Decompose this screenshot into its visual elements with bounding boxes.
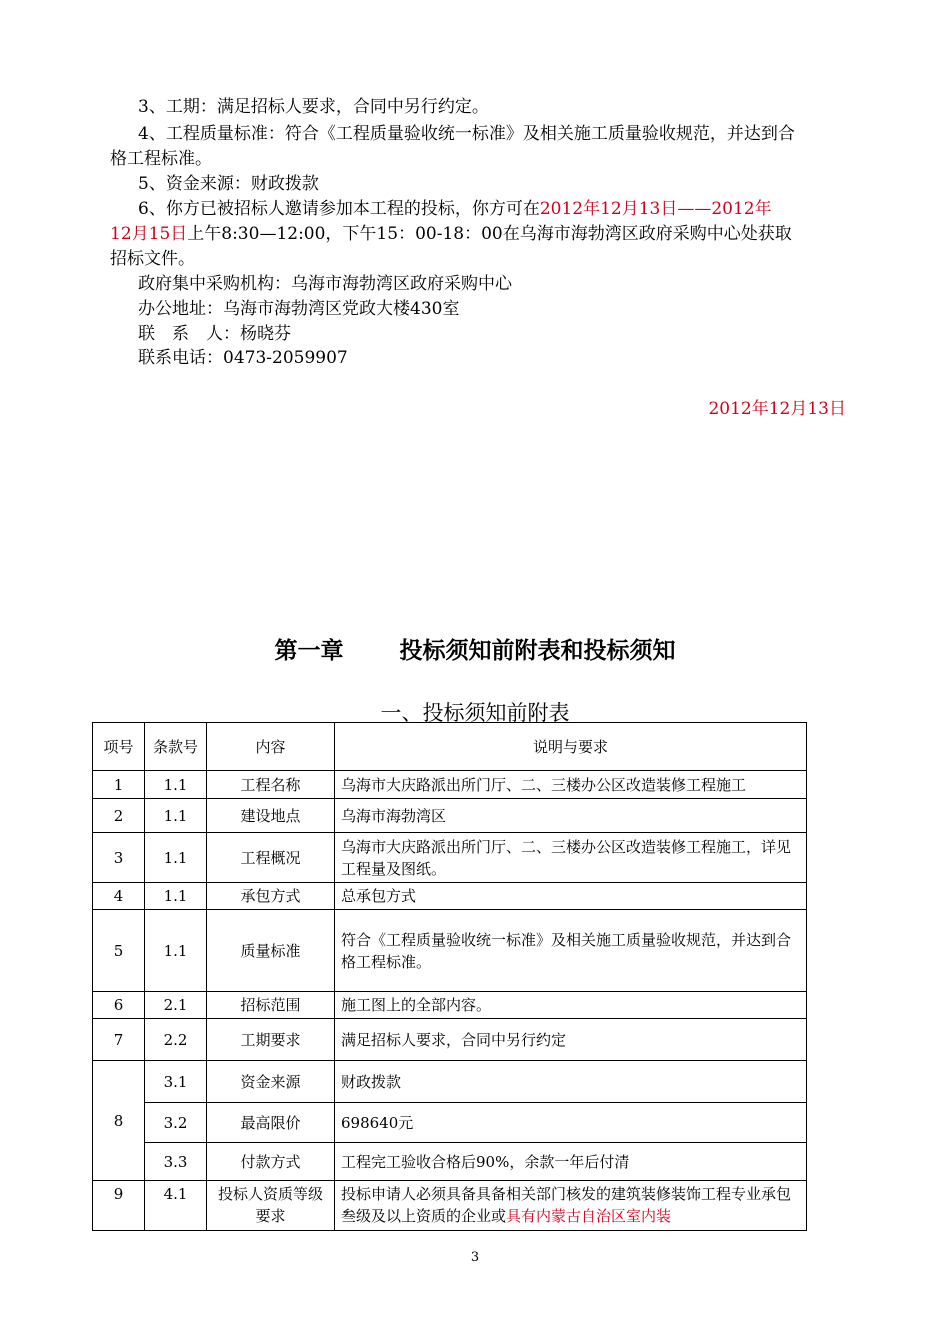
table-row [93,992,807,1019]
cell-desc: 698640元 [335,1103,807,1143]
table-row [93,1143,807,1181]
intro-item-6-line1 [138,198,772,220]
cell-desc: 满足招标人要求，合同中另行约定 [335,1019,807,1061]
intro-item-6-line2 [110,223,792,245]
cell-clause: 3.2 [145,1103,207,1143]
phone-line: 联系电话：0473-2059907 [138,348,348,368]
cell-no: 8 [93,1061,145,1181]
cell-content: 招标范围 [207,992,335,1019]
header-clause-no: 条款号 [145,723,207,771]
cell-clause: 3.3 [145,1143,207,1181]
cell-clause: 1.1 [145,799,207,833]
cell-clause: 2.2 [145,1019,207,1061]
cell-content: 最高限价 [207,1103,335,1143]
table-row [93,833,807,883]
cell-no: 5 [93,910,145,992]
cell-no: 7 [93,1019,145,1061]
cell-desc: 符合《工程质量验收统一标准》及相关施工质量验收规范，并达到合格工程标准。 [335,910,807,992]
header-content: 内容 [207,723,335,771]
agency-line: 政府集中采购机构：乌海市海勃湾区政府采购中心 [138,274,512,294]
chapter-heading [0,632,950,665]
cell-content: 工程概况 [207,833,335,883]
intro-item-4-line1: 4、工程质量标准：符合《工程质量验收统一标准》及相关施工质量验收规范，并达到合 [138,124,795,144]
cell-content: 投标人资质等级要求 [207,1181,335,1231]
cell-content: 资金来源 [207,1061,335,1103]
table-row [93,1181,807,1231]
cell-clause: 1.1 [145,883,207,910]
table-row [93,771,807,799]
cell-content: 工期要求 [207,1019,335,1061]
cell-content: 付款方式 [207,1143,335,1181]
table-row [93,883,807,910]
cell-desc: 施工图上的全部内容。 [335,992,807,1019]
cell-clause: 3.1 [145,1061,207,1103]
cell-no: 3 [93,833,145,883]
table-row [93,799,807,833]
cell-desc: 乌海市大庆路派出所门厅、二、三楼办公区改造装修工程施工 [335,771,807,799]
notice-table [92,722,807,1231]
intro-item-3: 3、工期：满足招标人要求，合同中另行约定。 [138,97,489,117]
table-row [93,1061,807,1103]
intro-item-6-end-date: 12月15日 [110,224,188,244]
cell-no: 6 [93,992,145,1019]
contact-line: 联 系 人：杨晓芬 [138,324,291,344]
intro-item-6-text: 6、你方已被招标人邀请参加本工程的投标，你方可在 [138,199,540,219]
cell-clause: 2.1 [145,992,207,1019]
table-row [93,1019,807,1061]
intro-item-6-hours: 上午8:30—12:00，下午15：00-18：00在乌海市海勃湾区政府采购中心处获取 [187,224,792,244]
cell-clause: 1.1 [145,833,207,883]
address-line: 办公地址：乌海市海勃湾区党政大楼430室 [138,299,460,319]
intro-item-6-line3: 招标文件。 [110,249,195,269]
header-description: 说明与要求 [335,723,807,771]
cell-no: 2 [93,799,145,833]
cell-desc [335,1181,807,1231]
page-number: 3 [470,1250,480,1265]
cell-clause: 1.1 [145,771,207,799]
header-item-no: 项号 [93,723,145,771]
cell-content: 工程名称 [207,771,335,799]
cell-content: 质量标准 [207,910,335,992]
notice-date: 2012年12月13日 [708,399,846,419]
section-title: 一、投标须知前附表 [380,701,570,725]
cell-no: 9 [93,1181,145,1231]
cell-content: 建设地点 [207,799,335,833]
cell-desc: 总承包方式 [335,883,807,910]
cell-desc-highlight: 具有内蒙古自治区室内装 [506,1207,672,1225]
intro-item-6-date-range: 2012年12月13日——2012年 [539,199,772,219]
table-row [93,1103,807,1143]
intro-item-4-line2: 格工程标准。 [110,149,212,169]
cell-desc: 工程完工验收合格后90%，余款一年后付清 [335,1143,807,1181]
cell-no: 4 [93,883,145,910]
cell-desc: 财政拨款 [335,1061,807,1103]
cell-desc: 乌海市大庆路派出所门厅、二、三楼办公区改造装修工程施工，详见工程量及图纸。 [335,833,807,883]
cell-desc: 乌海市海勃湾区 [335,799,807,833]
cell-no: 1 [93,771,145,799]
cell-clause: 4.1 [145,1181,207,1231]
intro-item-5: 5、资金来源：财政拨款 [138,174,319,194]
cell-content: 承包方式 [207,883,335,910]
cell-desc-text: 投标申请人必须具备具备相关部门核发的建筑装修装饰工程专业承包叁级及以上资质的企业或 [341,1185,792,1225]
chapter-title: 投标须知前附表和投标须知 [399,638,676,664]
cell-clause: 1.1 [145,910,207,992]
table-header-row [93,723,807,771]
chapter-label: 第一章 [274,638,344,664]
table-row [93,910,807,992]
